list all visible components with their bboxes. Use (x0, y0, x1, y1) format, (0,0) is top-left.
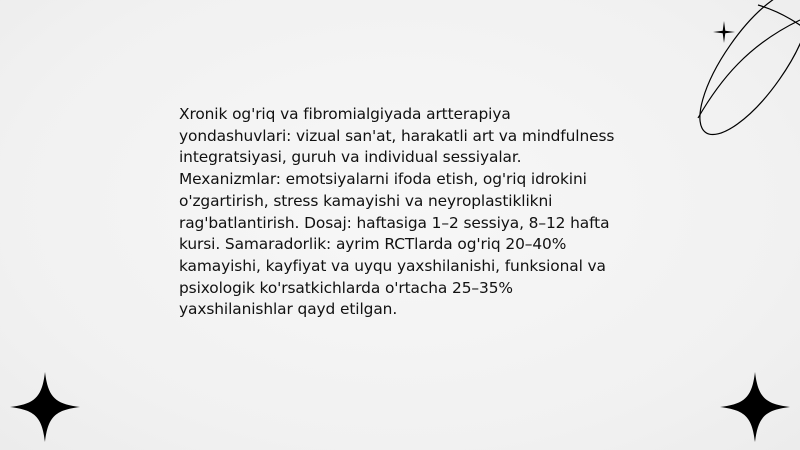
sparkle-icon (713, 21, 735, 43)
four-point-star-icon-right (718, 370, 792, 444)
body-paragraph: Xronik og'riq va fibromialgiyada artterapiya yondashuvlari: vizual san'at, harakatli art va mindfulness integratsiyasi, guruh va individual sessiyalar. Mexanizmlar: emotsiyalarni ifoda etish, og'riq idrokini o'zgartirish, stress kamayishi va neyroplastiklikni rag'batlantirish. Dosaj: haftasiga 1–2 sessiya, 8–12 hafta kursi. Samaradorlik: ayrim RCTlarda og'riq 20–40% kamayishi, kayfiyat va uyqu yaxshilanishi, funksional va psixologik ko'rsatkichlarda o'rtacha 25–35% yaxshilanishlar qayd etilgan. (179, 105, 615, 319)
four-point-star-icon-left (8, 370, 82, 444)
orbit-lines-icon (660, 0, 800, 150)
